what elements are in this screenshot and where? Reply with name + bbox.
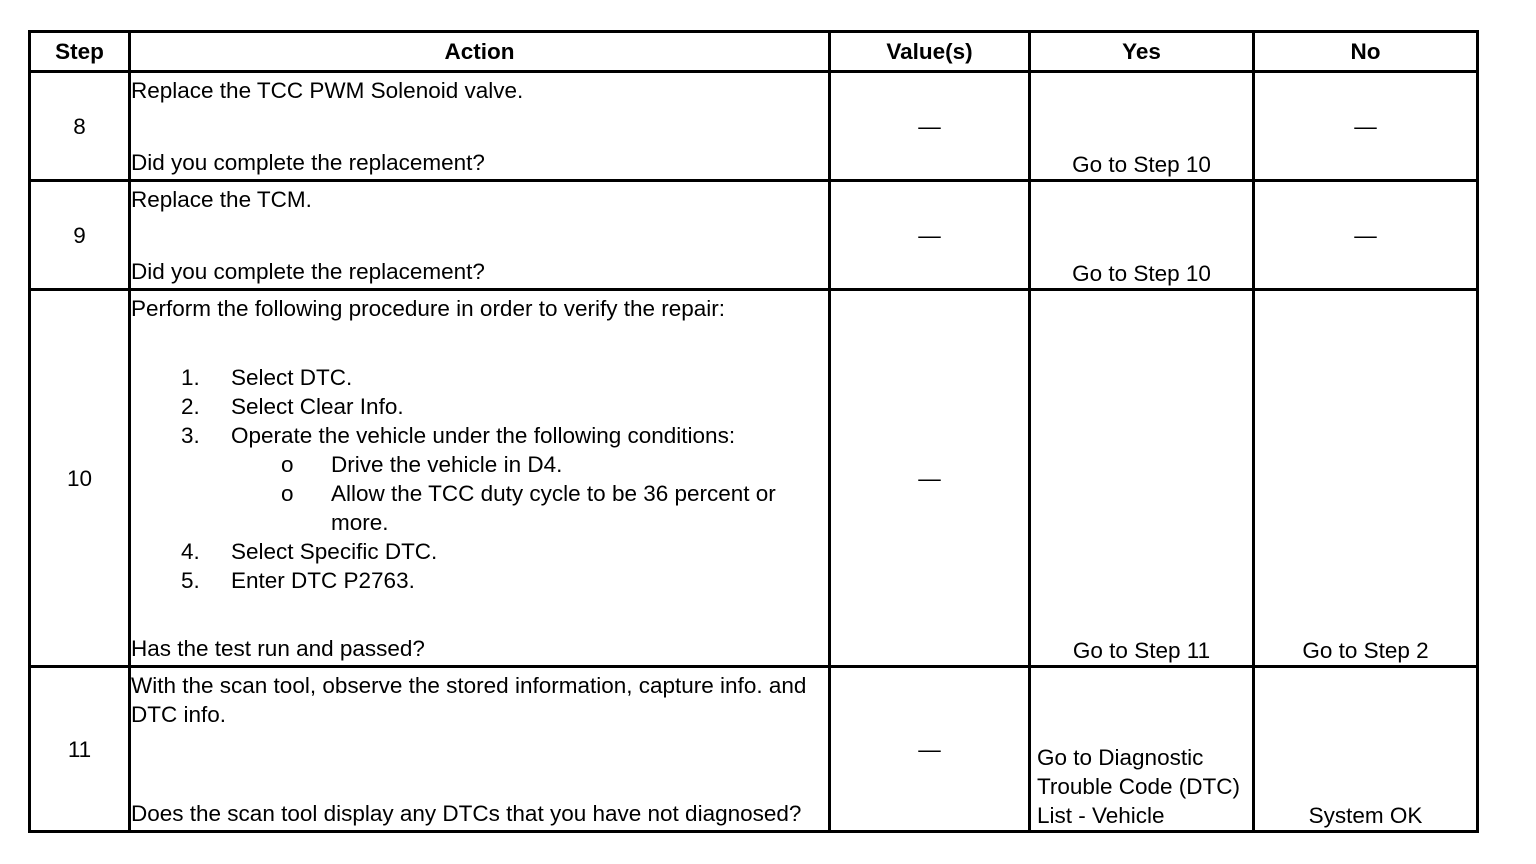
action-question: Did you complete the replacement?	[131, 150, 485, 175]
no-cell: Go to Step 2	[1254, 290, 1478, 667]
action-question: Did you complete the replacement?	[131, 259, 485, 284]
table-row	[30, 290, 1478, 667]
table-row	[30, 72, 1478, 181]
header-yes: Yes	[1030, 32, 1254, 72]
header-step: Step	[30, 32, 130, 72]
header-row	[30, 32, 1478, 72]
procedure-text: Operate the vehicle under the following conditions:	[231, 422, 736, 448]
value-cell: —	[830, 667, 1030, 832]
yes-cell: Go to Step 11	[1030, 290, 1254, 667]
no-cell: —	[1254, 181, 1478, 290]
no-cell: System OK	[1254, 667, 1478, 832]
condition-list	[231, 450, 828, 537]
yes-cell: Go to Diagnostic Trouble Code (DTC) List - Vehicle	[1030, 667, 1254, 832]
action-cell	[130, 667, 830, 832]
diagnostic-table	[28, 30, 1479, 833]
bullet-icon: o	[281, 480, 294, 506]
header-values: Value(s)	[830, 32, 1030, 72]
action-instruction: With the scan tool, observe the stored information, capture info. and DTC info.	[131, 673, 807, 727]
action-cell	[130, 181, 830, 290]
procedure-number: 2.	[181, 393, 200, 419]
action-cell	[130, 290, 830, 667]
condition-text: Drive the vehicle in D4.	[331, 451, 563, 477]
yes-cell: Go to Step 10	[1030, 181, 1254, 290]
yes-cell: Go to Step 10	[1030, 72, 1254, 181]
table-row	[30, 667, 1478, 832]
procedure-text: Select Specific DTC.	[231, 538, 438, 564]
action-instruction: Replace the TCM.	[131, 187, 312, 212]
condition-text: Allow the TCC duty cycle to be 36 percent or more.	[331, 480, 776, 535]
action-question: Does the scan tool display any DTCs that you have not diagnosed?	[131, 801, 802, 826]
procedure-number: 3.	[181, 422, 200, 448]
table-row	[30, 181, 1478, 290]
step-number: 8	[30, 72, 130, 181]
condition-item	[231, 450, 828, 479]
value-cell: —	[830, 181, 1030, 290]
action-cell	[130, 72, 830, 181]
step-number: 9	[30, 181, 130, 290]
procedure-number: 1.	[181, 364, 200, 390]
header-action: Action	[130, 32, 830, 72]
bullet-icon: o	[281, 451, 294, 477]
step-number: 11	[30, 667, 130, 832]
action-question: Has the test run and passed?	[131, 636, 425, 661]
procedure-text: Select Clear Info.	[231, 393, 404, 419]
procedure-item	[131, 421, 828, 537]
procedure-item	[131, 566, 828, 595]
procedure-text: Select DTC.	[231, 364, 353, 390]
procedure-text: Enter DTC P2763.	[231, 567, 415, 593]
procedure-list	[131, 363, 828, 595]
procedure-item	[131, 392, 828, 421]
condition-item	[231, 479, 828, 537]
action-instruction: Perform the following procedure in order to verify the repair:	[131, 296, 726, 321]
value-cell: —	[830, 72, 1030, 181]
value-cell: —	[830, 290, 1030, 667]
no-cell: —	[1254, 72, 1478, 181]
procedure-number: 5.	[181, 567, 200, 593]
procedure-item	[131, 363, 828, 392]
procedure-number: 4.	[181, 538, 200, 564]
action-instruction: Replace the TCC PWM Solenoid valve.	[131, 78, 524, 103]
header-no: No	[1254, 32, 1478, 72]
step-number: 10	[30, 290, 130, 667]
procedure-item	[131, 537, 828, 566]
